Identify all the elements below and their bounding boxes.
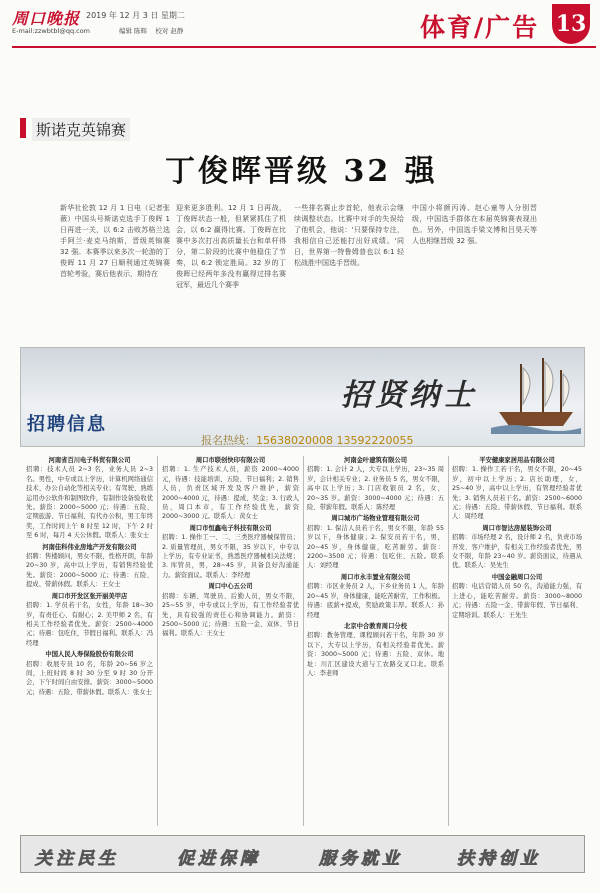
header-rule: [12, 46, 596, 48]
kicker-marker: [20, 118, 26, 138]
listing-text: 招聘：收展专员 10 名，年龄 20~56 岁之间，上班时间 8 时 30 分至 9 时 30 分开会，下午时间自由安排。薪资：3000~5000 元；待遇：五险、带薪休假。联系人：张女士: [26, 660, 153, 696]
listing-text: 招聘：教务管理、课程顾问若干名，年龄 30 岁以下，大专以上学历，有相关经验者优先。薪资：3000~5000 元；待遇：五险、双休。地址：川汇区建设大道与工农路交叉口北。联系人：李老师: [307, 632, 444, 677]
listing-company: 中国金融周口公司: [491, 573, 543, 581]
slogan-item: 扶持创业: [457, 849, 541, 869]
listing-company: 河南省百川电子科贸有限公司: [48, 457, 131, 464]
listing-column-3: [307, 454, 444, 830]
recruitment-banner: [20, 347, 585, 447]
banner-title: 招聘信息: [27, 414, 107, 435]
listing-company: 周口城市广场物业管理有限公司: [331, 515, 420, 523]
slogan-item: 关注民生: [35, 849, 119, 869]
hotline-numbers: 15638020008 13592220055: [256, 434, 414, 447]
sailing-ship-icon: [491, 354, 581, 434]
hotline-label: 报名热线：: [201, 434, 256, 447]
proofreader: 校对 赵静: [155, 27, 184, 35]
listing-text: 招聘：1. 生产技术人员，薪资 2000~4000 元，待遇：技能培训、五险、节日福利；2. 销售人员，负责区域开发及客户维护，薪资 2000~4000 元，待遇：提成、奖金；3. 行政人员，周口本市，有工作经验优先，薪资 2000~3000 元。联系人：黄女士: [162, 466, 299, 521]
article-column-2: 迎来更多胜利。12 月 1 日再战，丁俊晖状态一般，但紧紧抓住了机会，以 6:2 赢得比赛。丁俊晖在比赛中多次打出高质量长台和单杆得分，第二阶段的比赛中他稳住了节奏，以 6:2 锁定胜局。32 岁的丁俊晖已经两年多没有赢得过排名赛冠军，最近几个赛季: [176, 204, 286, 289]
article-kicker: 斯诺克英锦赛: [32, 118, 130, 141]
column-divider: [448, 456, 449, 826]
listing-company: 北京中合教育周口分校: [344, 622, 407, 630]
masthead: [4, 4, 596, 64]
listing-company: 平安健康家居用品有限公司: [479, 457, 555, 464]
recruitment-ad: [20, 347, 585, 884]
listing-column-2: [162, 454, 299, 830]
listing-company: 河南佳科伟业房地产开发有限公司: [42, 543, 137, 551]
article-column-4: 中国小将颜丙涛、赵心童等人分别晋级，中国选手群体在本届英锦赛表现出色。另外，中国选手梁文博和吕昊天等人也相继晋级 32 强。: [412, 204, 537, 245]
article-column-1: 新华社伦敦 12 月 1 日电（记者张薇）中国头号斯诺克选手丁俊晖 1 日再进一关，以 6:2 击败苏格兰选手阿兰·麦克马纳斯，晋级英锦赛 32 强。本赛季以来多次一轮游的丁俊晖 11 月 27 日顺利通过英锦赛首轮考验，赛后他表示，期待在: [60, 204, 170, 278]
listing-company: 周口市智达房屋装饰公司: [482, 524, 552, 532]
listing-company: 周口市开发区张开丽美甲店: [51, 592, 128, 600]
listing-text: 招聘：1. 操作工若干名，男女不限，20~45 岁，初中以上学历；2. 店长助理，女，25~40 岁，高中以上学历，有管理经验者优先；3. 销售人员若干名。薪资：2500~6000 元；待遇：五险、带薪休假、节日福利。联系人：周经理: [452, 466, 582, 521]
editor: 编辑 陈辉: [118, 27, 148, 35]
listing-company: 周口市永丰置业有限公司: [340, 573, 411, 581]
listing-text: 招聘：1. 会计 2 人，大专以上学历，23~35 周岁，会计相关专业；2. 业务员 5 名，男女不限，高中以上学历；3. 门店收银员 2 名，女，20~35 岁。薪资：3000~4000 元；待遇：五险、带薪年假。联系人：陈经理: [307, 466, 444, 512]
listing-text: 招聘：技术人员 2~3 名，业务人员 2~3 名。男性，中专或以上学历，计算机网络通信技术、办公自动化等相关专业；有驾驶、熟练运用办公软件和制图软件，有制作设备验收优先。薪资：2000~5000 元；待遇：五险、定期旅游、节日福利、有代办公积，男工年终奖，工作时间上午 8 时至 12 时，下午 2 时至 6 时，每月 4 天公休假。联系人：张女士: [26, 466, 153, 540]
listing-text: 招聘：1. 操作工一、二、三类医疗器械保管员；2. 质量管理员，男女不限，35 岁以下，中专以上学历，有专业证书，熟悉医疗器械相关法规；3. 库管员，男，28~45 岁，具备良好沟通能力。薪资面议。联系人：李经理: [162, 534, 299, 579]
newspaper-logo: 周口晚报: [12, 9, 81, 28]
listing-text: 招聘：市场经理 2 名，设计师 2 名，负责市场开发、客户维护，有相关工作经验者优先，男女不限，年龄 23~40 岁。薪资面议，待遇从优。联系人：吴先生: [452, 534, 582, 570]
slogan-item: 促进保障: [177, 849, 261, 869]
column-divider: [157, 456, 158, 826]
article-headline: 丁俊晖晋级 32 强: [165, 154, 438, 189]
listing-company: 周口市恒鑫电子科技有限公司: [189, 524, 272, 532]
slogan-bar: [20, 835, 585, 873]
article-column-3: 一些排名赛止步首轮，他表示会继续调整状态。比赛中对手的失误给了他机会，他说：'只要保持专注，我相信自己还能打出好成绩。'同日，世界第一特鲁姆普也以 6:1 轻松战胜中国选手晋级。: [294, 204, 404, 267]
email: E-mail:zzwbtbl@qq.com: [12, 27, 91, 35]
listing-text: 招聘：车辆、驾驶员、后勤人员，男女不限，25~55 岁，中专或以上学历，有工作经验者优先，具有较强的责任心和协调能力。薪资：2500~5000 元；待遇：五险一金、双休、节日福利。联系人：王女士: [162, 592, 299, 638]
slogan-item: 服务就业: [319, 849, 403, 869]
column-divider: [303, 456, 304, 826]
section-title: 体育/广告: [420, 13, 540, 42]
banner-logo: 招贤纳士: [341, 378, 477, 413]
listing-text: 招聘：1. 学员若干名，女性，年龄 18~30 岁，有责任心、有耐心；2. 美甲师 2 名，有相关工作经验者优先。薪资：2500~4000 元；待遇：包吃住，节假日福利。联系人：冯经理: [26, 602, 153, 647]
date-line: [86, 10, 185, 21]
listing-text: 招聘：电话营销人员 50 名，沟通能力强，有上进心，能吃苦耐劳。薪资：3000~8000 元；待遇：五险一金、带薪年假、节日福利、定期培训。联系人：王先生: [452, 583, 582, 619]
listing-text: 招聘：售楼顾问，男女不限，性格开朗，年龄 20~30 岁，高中以上学历，有销售经验优先。薪资：2000~5000 元；待遇：五险、提成、带薪休假。联系人：王女士: [26, 553, 153, 589]
listing-text: 招聘：1. 保洁人员若干名，男女不限，年龄 55 岁以下，身体健康；2. 保安员若干名，男，20~45 岁，身体健康，吃苦耐劳。薪资：2200~3500 元；待遇：包吃住、五险。联系人：刘经理: [307, 524, 444, 570]
listing-company: 河南金叶建筑有限公司: [344, 457, 407, 464]
listing-company: 周口中心五公司: [208, 583, 253, 591]
contact-line: [12, 26, 183, 35]
listing-company: 周口市联创快印有限公司: [195, 457, 266, 464]
listing-column-4: [452, 454, 582, 830]
page-number: 13: [552, 4, 590, 44]
listing-company: 中国人民人寿保险股份有限公司: [45, 651, 134, 659]
date: 2019 年 12 月 3 日 星期二: [86, 11, 185, 20]
listing-column-1: [26, 454, 153, 830]
listing-text: 招聘：市区业务员 2 人，下乡业务员 1 人，年龄 20~45 岁，身体健康，能吃苦耐劳，工作积极。待遇：底薪+提成，奖励政策丰厚。联系人：孙经理: [307, 583, 444, 619]
hotline: [201, 432, 413, 448]
job-listings: [20, 450, 585, 830]
